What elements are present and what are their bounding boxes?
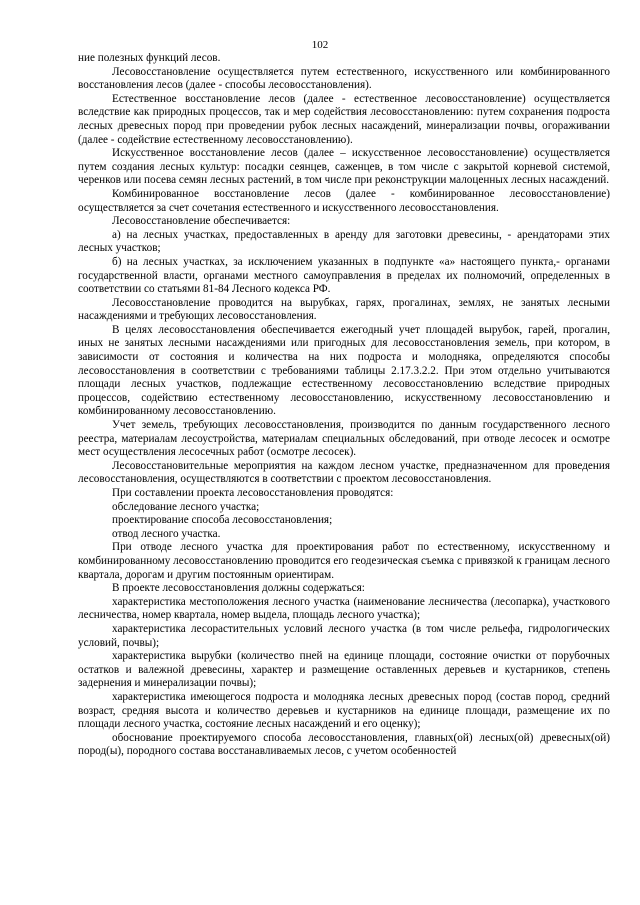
paragraph: Лесовосстановление проводится на вырубках, гарях, прогалинах, землях, не занятых лесными насаждениями и требующих лесовосстановления.: [78, 296, 610, 323]
document-body: [78, 52, 610, 759]
list-item: характеристика имеющегося подроста и молодняка лесных древесных пород (состав пород, средний возраст, средняя высота и количество деревьев и кустарников на единице площади, размещение их по площади лесного участка, состояние лесных насаждений и его оценку);: [78, 690, 610, 731]
paragraph: При составлении проекта лесовосстановления проводятся:: [112, 487, 394, 499]
paragraph: При отводе лесного участка для проектирования работ по естественному, искусственному и комбинированному лесовосстановлению проводится его геодезическая съемка с привязкой к границам лесного квартала, дорогам и другим постоянным ориентирам.: [78, 541, 610, 581]
list-item: обследование лесного участка;: [112, 500, 260, 513]
paragraph: В целях лесовосстановления обеспечивается ежегодный учет площадей вырубок, гарей, прогалин, иных не занятых лесными насаждениями или пригодных для лесовосстановления земель, при котором, в зависимости от состояния и количества на них подроста и молодняка, определяются способы лесовосстановления в соответствии с требованиями таблицы 2.17.3.2.2. При этом отдельно учитываются площади лесных участков, подлежащие естественному лесовосстановлению вследствие природных процессов, содействию естественному лесовосстановлению, искусственному лесовосстановлению и комбинированному лесовосстановлению.: [78, 323, 610, 418]
paragraph: Лесовосстановительные мероприятия на каждом лесном участке, предназначенном для проведения лесовосстановления, осуществляются в соответствии с проектом лесовосстановления.: [78, 459, 610, 486]
paragraph: Комбинированное восстановление лесов (далее - комбинированное лесовосстановление) осуществляется за счет сочетания естественного и искусственного лесовосстановления.: [78, 187, 610, 214]
paragraph: Искусственное восстановление лесов (далее – искусственное лесовосстановление) осуществляется путем создания лесных культур: посадки сеянцев, саженцев, в том числе с закрытой корневой системой, черенков или посева семян лесных растений, в том числе при реконструкции малоценных лесных насаждений.: [78, 147, 610, 187]
page-number: 102: [311, 39, 329, 51]
list-item: характеристика местоположения лесного участка (наименование лесничества (лесопарка), участкового лесничества, номер квартала, номер выдела, площадь лесного участка);: [78, 595, 610, 622]
paragraph: В проекте лесовосстановления должны содержаться:: [112, 582, 365, 595]
paragraph: Естественное восстановление лесов (далее - естественное лесовосстановление) осуществляется вследствие как природных процессов, так и мер содействия лесовосстановлению: путем сохранения подроста лесных древесных пород при проведении рубок лесных насаждений, минерализации почвы, огораживании (далее - содействие естественному лесовосстановлению).: [78, 92, 610, 146]
paragraph: а) на лесных участках, предоставленных в аренду для заготовки древесины, - арендаторами этих лесных участков;: [78, 228, 610, 255]
paragraph: Лесовосстановление осуществляется путем естественного, искусственного или комбинированного восстановления лесов (далее - способы лесовосстановления).: [78, 65, 610, 92]
list-item: характеристика вырубки (количество пней на единице площади, состояние очистки от порубочных остатков и валежной древесины, характер и размещение оставленных деревьев и кустарников, степень задернения и минерализации почвы);: [78, 650, 610, 690]
list-item: проектирование способа лесовосстановления;: [112, 514, 333, 527]
list-item: обоснование проектируемого способа лесовосстановления, главных(ой) лесных(ой) древесных(ой) пород(ы), породного состава восстанавливаемых лесов, с учетом особенностей: [78, 731, 610, 758]
paragraph: б) на лесных участках, за исключением указанных в подпункте «а» настоящего пункта,- органами государственной власти, органами местного самоуправления в пределах их полномочий, определенных в соответствии со статьями 81-84 Лесного кодекса РФ.: [78, 255, 610, 296]
list-item: отвод лесного участка.: [112, 527, 221, 540]
paragraph: Учет земель, требующих лесовосстановления, производится по данным государственного лесного реестра, материалам лесоустройства, материалам специальных обследований, при отводе лесосек и осмотре мест осуществления лесосечных работ (осмотре лесосек).: [78, 419, 610, 459]
list-item: характеристика лесорастительных условий лесного участка (в том числе рельефа, гидрологических условий, почвы);: [78, 622, 610, 649]
paragraph: Лесовосстановление обеспечивается:: [112, 215, 291, 228]
paragraph: ние полезных функций лесов.: [78, 52, 221, 64]
